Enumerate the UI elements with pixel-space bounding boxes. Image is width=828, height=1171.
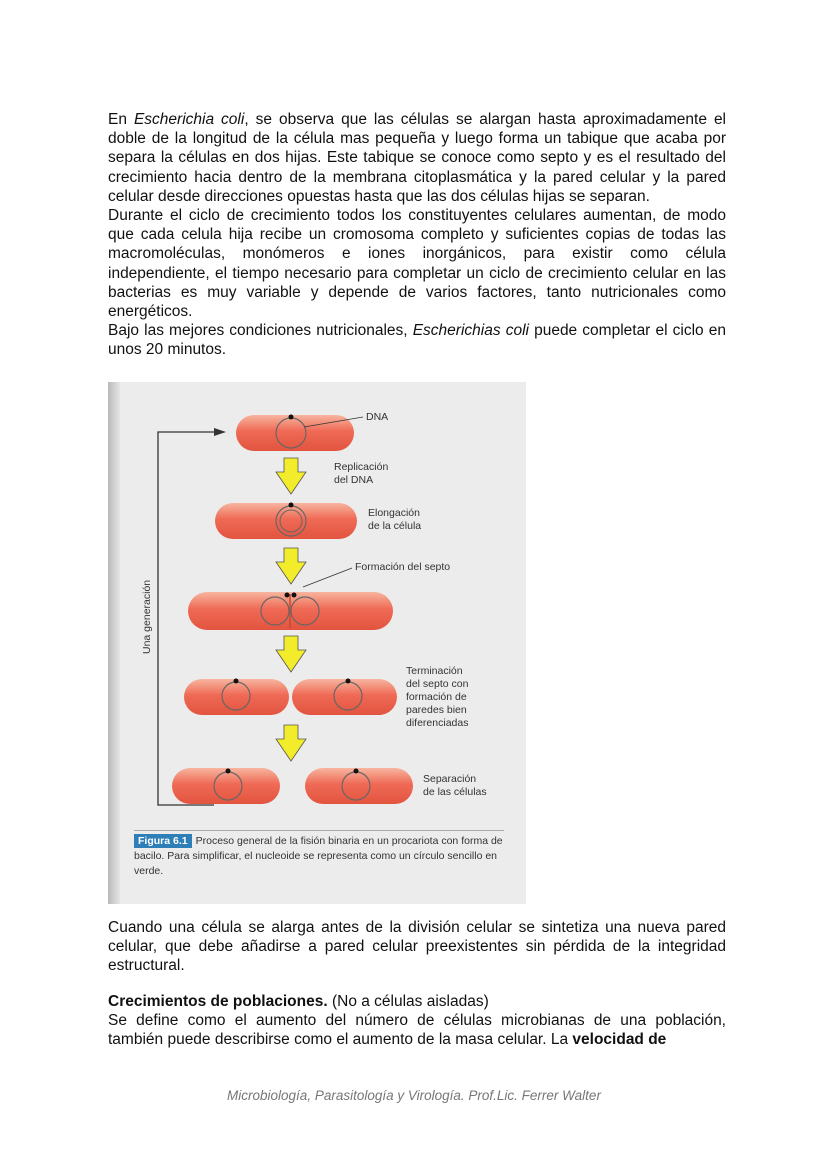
section-populations	[108, 992, 726, 1050]
origin-dot	[289, 415, 294, 420]
yellow-arrow-icon	[276, 458, 306, 494]
replication-label: del DNA	[334, 474, 374, 486]
paragraph-cell-wall	[108, 918, 726, 976]
caption-text: Proceso general de la fisión binaria en un procariota con forma de bacilo. Para simplificar, el nucleoide se representa como un círculo sencillo en verde.	[134, 835, 503, 877]
section-heading	[108, 992, 726, 1011]
replication-label: Replicación	[334, 461, 389, 473]
species-name: Escherichias coli	[412, 322, 529, 340]
section-title: Crecimientos de poblaciones.	[108, 993, 328, 1010]
text-run: , se observa que las células se alargan hasta aproximadamente el doble de la longitud de la célula mas pequeña y luego forma un tabique que acaba por separa la células en dos hijas. Este tabique se conoce como septo y es el resultado del crecimiento hacia dentro de la membrana citoplasmática y la pared celular y la pared celular desde direcciones opuestas hasta que las dos células hijas se separan.	[108, 111, 727, 205]
cell-separated-right	[305, 768, 413, 804]
septum-pointer	[303, 568, 352, 587]
termination-label: formación de	[406, 691, 467, 703]
termination-label: paredes bien	[406, 704, 467, 716]
elongation-label: Elongación	[368, 507, 420, 519]
origin-dot	[226, 769, 231, 774]
origin-dot	[354, 769, 359, 774]
cell-initial	[236, 415, 354, 451]
separation-label: de las células	[423, 786, 487, 798]
termination-label: diferenciadas	[406, 717, 469, 729]
paragraph-text: Cuando una célula se alarga antes de la división celular se sintetiza una nueva pared celular, que debe añadirse a pared celular preexistentes sin pérdida de la integridad estructural.	[108, 919, 726, 975]
elongation-label: de la célula	[368, 520, 422, 532]
bracket-arrowhead	[214, 428, 226, 436]
paragraph-growth-cycle: Durante el ciclo de crecimiento todos los constituyentes celulares aumentan, de modo que cada celula hija recibe un cromosoma completo y suficientes copias de todas las macromoléculas, monómeros e iones inorgánicos, para existir como célula independiente, el tiempo necesario para completar un ciclo de crecimiento celular en las bacterias es muy variable y depende de varios factores, tanto nutricionales como energéticos.	[108, 207, 726, 321]
section-note: (No a células aisladas)	[327, 993, 489, 1010]
bold-term: velocidad de	[572, 1031, 667, 1049]
termination-label: Terminación	[406, 665, 463, 677]
cell-separated-left	[172, 768, 280, 804]
cell-elongated	[215, 503, 357, 539]
origin-dot	[285, 593, 290, 598]
origin-dot	[292, 593, 297, 598]
generation-label: Una generación	[141, 579, 153, 654]
figure-caption	[134, 834, 514, 879]
origin-dot	[289, 503, 294, 508]
binary-fission-figure	[108, 382, 526, 904]
text-run: Bajo las mejores condiciones nutricionales,	[108, 322, 413, 340]
section-paragraph	[108, 1011, 726, 1049]
termination-label: del septo con	[406, 678, 469, 690]
paragraph-ecoli	[108, 110, 726, 206]
yellow-arrow-icon	[276, 636, 306, 672]
fission-diagram	[108, 382, 526, 904]
yellow-arrow-icon	[276, 548, 306, 584]
caption-divider	[134, 830, 504, 831]
dna-label: DNA	[366, 411, 389, 423]
text-run: puede completar el ciclo en unos 20 minutos.	[108, 322, 726, 359]
text-run: En	[108, 111, 134, 128]
page-footer: Microbiología, Parasitología y Virología. Prof.Lic. Ferrer Walter	[227, 1088, 601, 1103]
yellow-arrow-icon	[276, 725, 306, 761]
septum-label: Formación del septo	[355, 561, 451, 573]
species-name: Escherichia coli	[133, 111, 245, 128]
figure-number-badge: Figura 6.1	[134, 834, 192, 848]
paragraph-conditions	[108, 321, 726, 359]
separation-label: Separación	[423, 773, 477, 785]
text-run: Se define como el aumento del número de células microbianas de una población, también puede describirse como el aumento de la masa celular. La	[108, 1012, 726, 1049]
origin-dot	[234, 679, 239, 684]
origin-dot	[346, 679, 351, 684]
intro-text	[108, 110, 726, 360]
